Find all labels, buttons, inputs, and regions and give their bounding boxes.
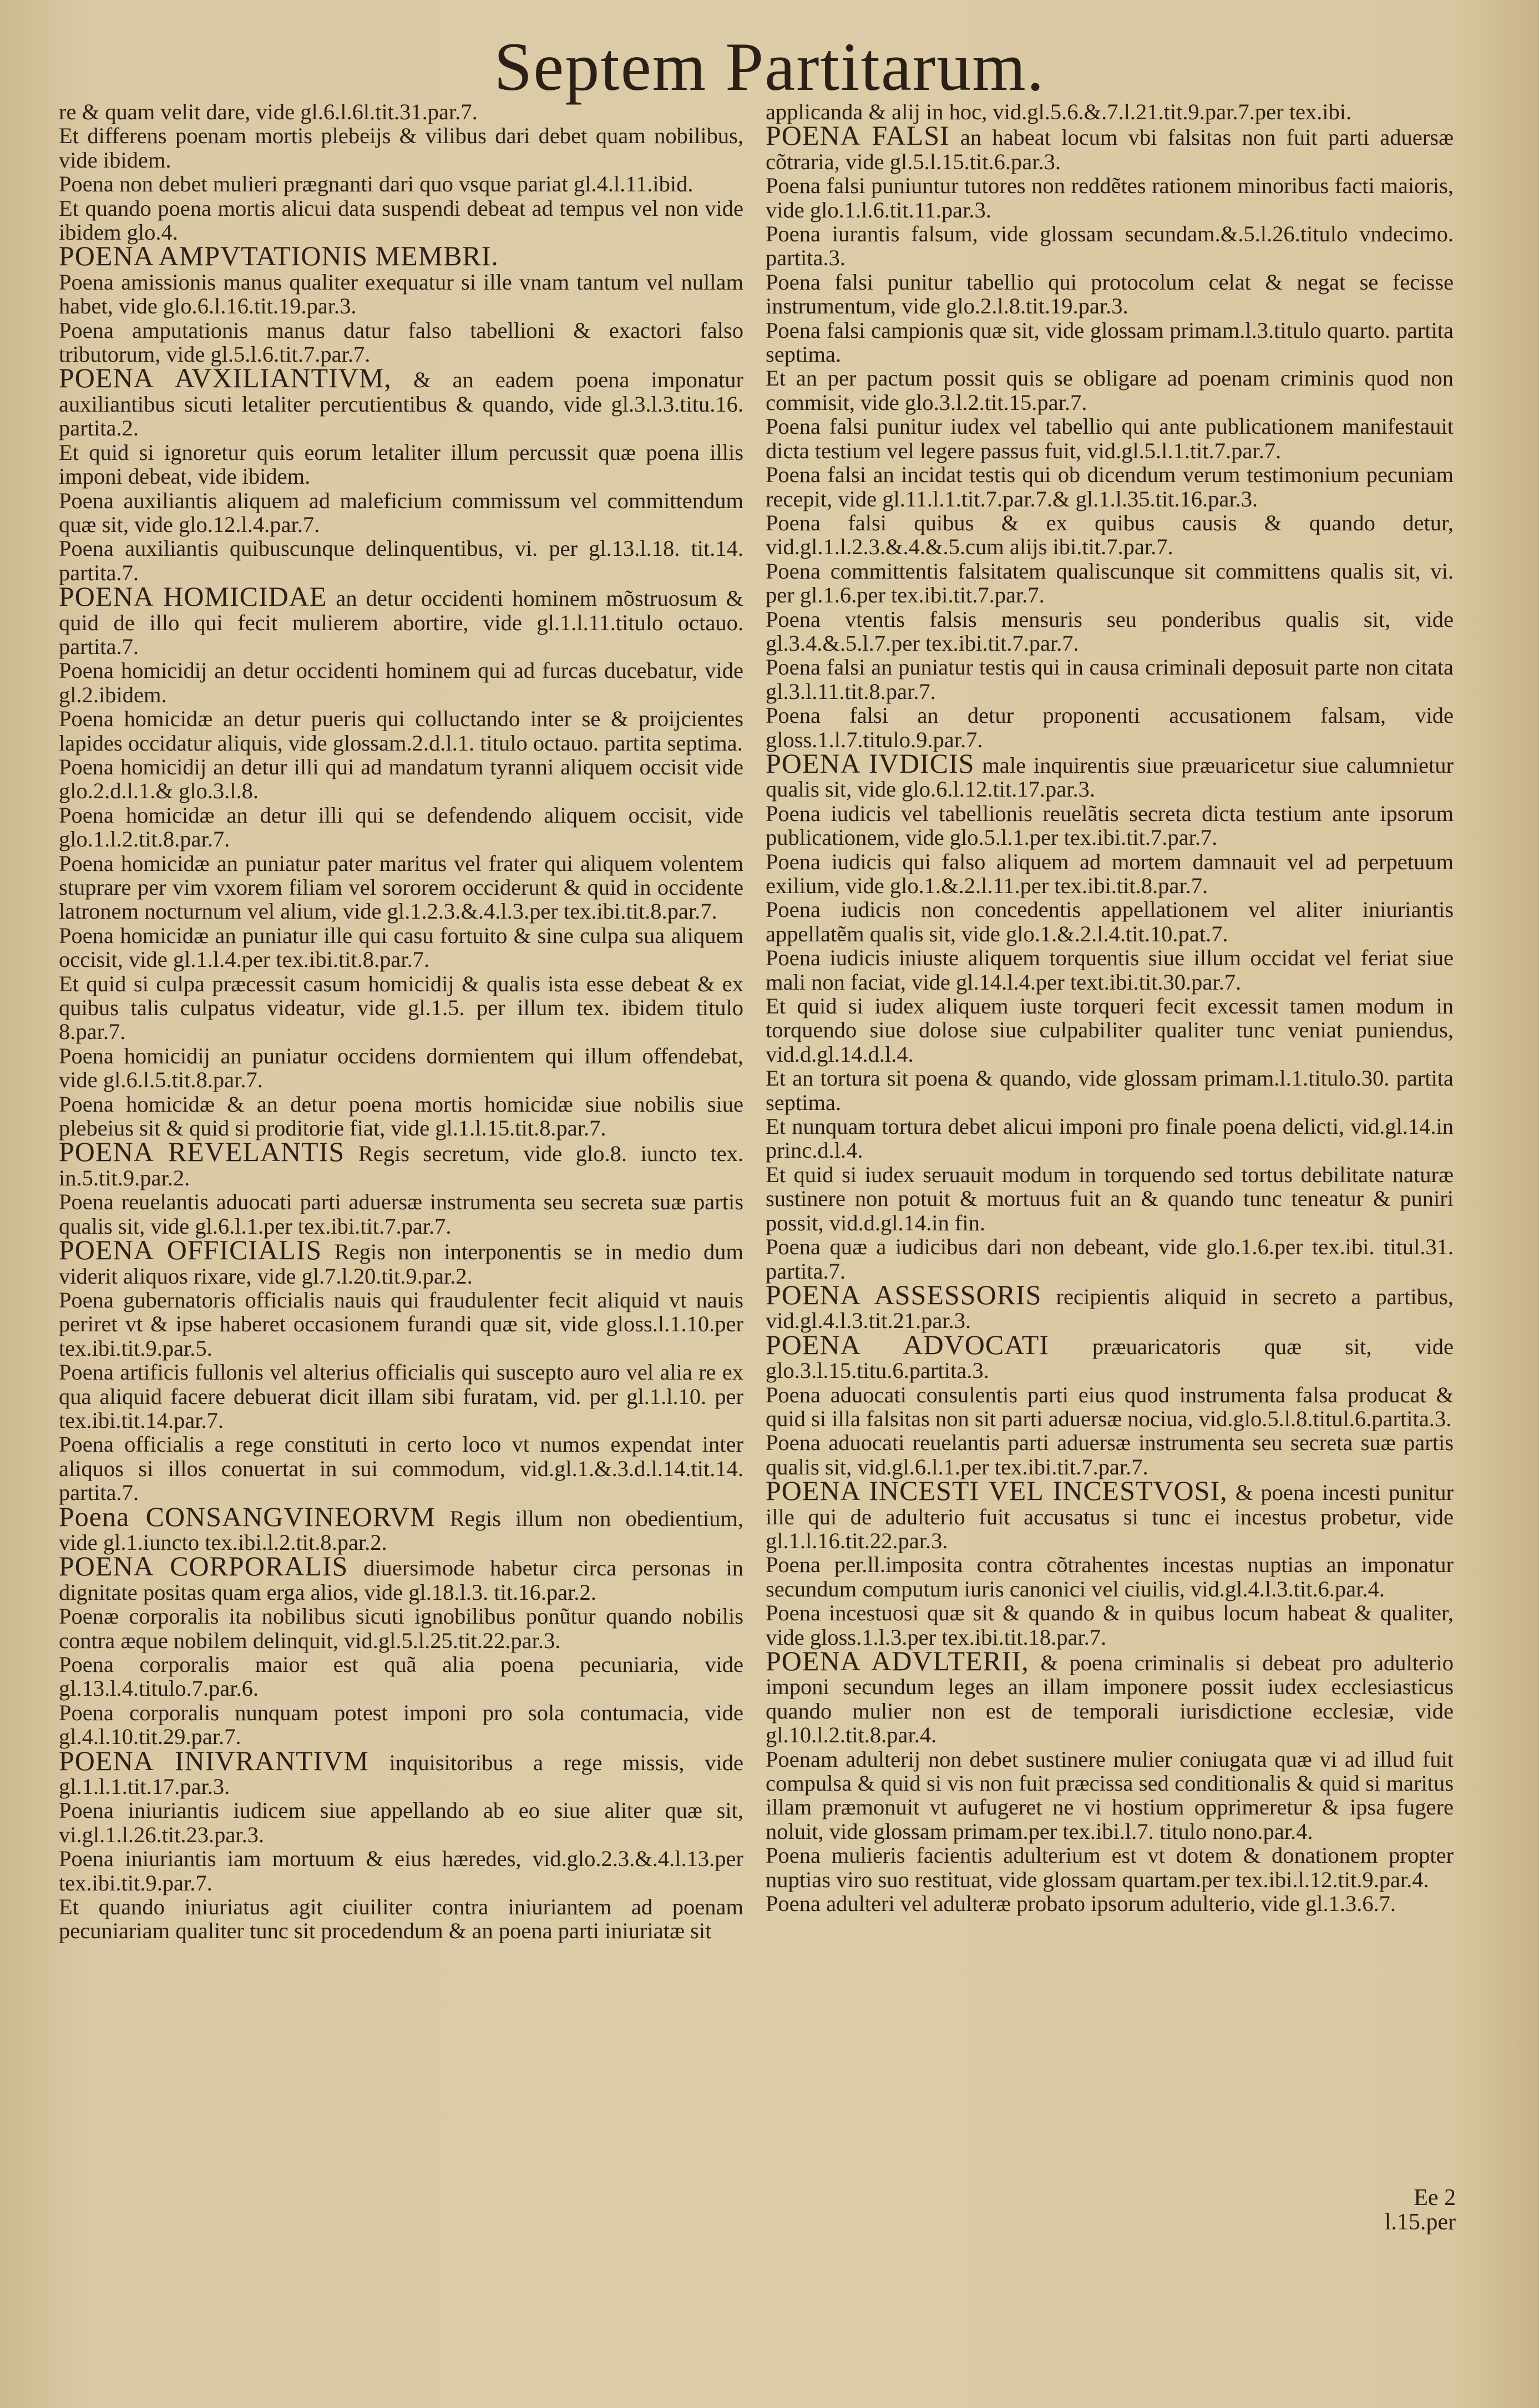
entry-text: Poena corporalis maior est quã alia poena pecuniaria, vide gl.13.l.4.titulo.7.par.6. — [59, 1652, 743, 1701]
index-entry — [59, 1895, 743, 1943]
entry-text: Poena falsi campionis quæ sit, vide glossam primam.l.3.titulo quarto. partita septima. — [766, 317, 1454, 367]
entry-text: Poena iudicis non concedentis appellationem vel aliter iniuriantis appellatẽm qualis sit, vide glo.1.&.2.l.4.tit.10.pat.7. — [766, 897, 1454, 946]
entry-text: applicanda & alij in hoc, vid.gl.5.6.&.7.l.21.tit.9.par.7.per tex.ibi. — [766, 100, 1352, 124]
index-entry — [59, 172, 743, 196]
entry-heading: POENA FALSI — [766, 120, 950, 151]
index-entry — [59, 972, 743, 1044]
entry-text: Poena auxiliantis aliquem ad maleficium commissum vel committendum quæ sit, vide glo.12.l.4.par.7. — [59, 488, 743, 537]
index-entry — [59, 803, 743, 851]
entry-text: Poena falsi punitur tabellio qui protocolum celat & negat se fecisse instrumentum, vide glo.2.l.8.tit.19.par.3. — [766, 269, 1454, 319]
index-entry — [766, 1892, 1454, 1915]
index-entry — [766, 1645, 1454, 1748]
entry-heading: POENA ADVOCATI — [766, 1329, 1049, 1360]
entry-text: Poena iurantis falsum, vide glossam secundam.&.5.l.26.titulo vndecimo. partita.3. — [766, 221, 1454, 271]
entry-text: & poena incesti punitur ille qui de adulterio fuit accusatus si tunc ei incestus probetur, vide gl.1.l.16.tit.22.par.3. — [766, 1480, 1454, 1553]
entry-text: male inquirentis siue præuaricetur siue calumnietur qualis sit, vide glo.6.l.12.tit.17.par.3. — [766, 752, 1454, 802]
index-entry — [766, 1843, 1454, 1892]
index-entry — [766, 1235, 1454, 1283]
index-entry — [59, 1550, 743, 1605]
index-entry — [766, 1553, 1454, 1601]
entry-text: Poena vtentis falsis mensuris seu ponderibus qualis sit, vide gl.3.4.&.5.l.7.per tex.ibi.tit.7.par.7. — [766, 606, 1454, 656]
entry-text: Poena homicidij an detur occidenti hominem qui ad furcas ducebatur, vide gl.2.ibidem. — [59, 658, 743, 707]
entry-text: Poena incestuosi quæ sit & quando & in quibus locum habeat & qualiter, vide gloss.1.l.3.per tex.ibi.tit.18.par.7. — [766, 1600, 1454, 1650]
entry-heading: POENA ASSESSORIS — [766, 1279, 1042, 1310]
entry-text: Et an tortura sit poena & quando, vide glossam primam.l.1.titulo.30. partita septima. — [766, 1066, 1454, 1115]
entry-heading: POENA CORPORALIS — [59, 1550, 348, 1582]
entry-text: & an eadem poena imponatur auxiliantibus sicuti letaliter percutientibus & quando, vide gl.3.l.3.titu.16. partita.2. — [59, 367, 743, 441]
entry-text: Et an per pactum possit quis se obligare ad poenam criminis quod non commisit, vide glo.3.l.2.tit.15.par.7. — [766, 366, 1454, 415]
entry-heading: Poena CONSANGVINEORVM — [59, 1500, 436, 1532]
index-entry — [766, 1747, 1454, 1844]
entry-text: Poena per.ll.imposita contra cõtrahentes incestas nuptias an imponatur secundum computum iuris canonici vel ciuilis, vid.gl.4.l.3.tit.6.par.4. — [766, 1552, 1454, 1601]
index-entry — [59, 318, 743, 367]
entry-text: Poena falsi an incidat testis qui ob dicendum verum testimonium pecuniam recepit, vide gl.11.l.1.tit.7.par.7.& gl.1.l.35.tit.16.par.3. — [766, 462, 1454, 511]
entry-text: Poena iudicis iniuste aliquem torquentis siue illum occidat vel feriat siue mali non faciat, vide gl.14.l.4.per text.ibi.tit.30.par.7. — [766, 945, 1454, 995]
entry-text: Poena homicidæ an puniatur ille qui casu fortuito & sine culpa sua aliquem occisit, vide gl.1.l.4.per tex.ibi.tit.8.par.7. — [59, 922, 743, 972]
index-entry — [766, 270, 1454, 318]
entry-text: Poena mulieris facientis adulterium est vt dotem & donationem propter nuptias viro suo restituat, vide glossam quartam.per tex.ibi.l.12.tit.9.par.4. — [766, 1843, 1454, 1892]
entry-text: Poena iudicis vel tabellionis reuelãtis secreta dicta testium ante ipsorum publicationem, vide glo.5.l.1.per tex.ibi.tit.7.par.7. — [766, 800, 1454, 850]
index-entry — [766, 946, 1454, 994]
entry-heading: POENA REVELANTIS — [59, 1136, 345, 1168]
index-entry — [59, 707, 743, 755]
index-entry — [766, 994, 1454, 1066]
index-entry — [766, 511, 1454, 559]
entry-text: Poena iniuriantis iam mortuum & eius hæredes, vid.glo.2.3.&.4.l.13.per tex.ibi.tit.9.par.7. — [59, 1846, 743, 1895]
entry-text: Poena committentis falsitatem qualiscunque sit committens qualis sit, vi. per gl.1.6.per tex.ibi.tit.7.par.7. — [766, 558, 1454, 608]
entry-text: Poena homicidij an detur illi qui ad mandatum tyranni aliquem occisit vide glo.2.d.l.1.& glo.3.l.8. — [59, 754, 743, 804]
index-entry — [766, 1431, 1454, 1479]
index-entry — [766, 414, 1454, 463]
entry-text: Poena aduocati reuelantis parti aduersæ instrumenta seu secreta suæ partis qualis sit, vid.gl.6.l.1.per tex.ibi.tit.7.par.7. — [766, 1430, 1454, 1479]
entry-text: Et quando poena mortis alicui data suspendi debeat ad tempus vel non vide ibidem glo.4. — [59, 195, 743, 245]
entry-text: Et quando iniuriatus agit ciuiliter contra iniuriantem ad poenam pecuniariam qualiter tunc sit procedendum & an poena parti iniuriatæ sit — [59, 1894, 743, 1944]
entry-text: Poena homicidij an puniatur occidens dormientem qui illum offendebat, vide gl.6.l.5.tit.8.par.7. — [59, 1043, 743, 1093]
entry-text: præuaricatoris quæ sit, vide glo.3.l.15.titu.6.partita.3. — [766, 1334, 1454, 1383]
index-entry — [59, 1500, 743, 1555]
entry-text: Poena falsi punitur iudex vel tabellio qui ante publicationem manifestauit dicta testium vel legere passus fuit, vid.gl.5.l.1.tit.7.par.7. — [766, 414, 1454, 463]
entry-text: Et differens poenam mortis plebeijs & vilibus dari debet quam nobilibus, vide ibidem. — [59, 123, 743, 173]
entry-text: Poena artificis fullonis vel alterius officialis qui suscepto auro vel alia re ex qua aliquid facere debuerat dicit illam sibi furatam, vid. per gl.1.l.10. per tex.ibi.tit.14.par.7. — [59, 1360, 743, 1433]
index-entry — [59, 1701, 743, 1749]
entry-text: Poena iudicis qui falso aliquem ad mortem damnauit vel ad perpetuum exilium, vide glo.1.&.2.l.11.per tex.ibi.tit.8.par.7. — [766, 849, 1454, 898]
entry-text: Poena non debet mulieri prægnanti dari quo vsque pariat gl.4.l.11.ibid. — [59, 171, 693, 197]
entry-text: Poena falsi puniuntur tutores non reddẽtes rationem minoribus facti maioris, vide glo.1.l.6.tit.11.par.3. — [766, 173, 1454, 222]
index-entry — [766, 1066, 1454, 1114]
index-entry — [766, 1329, 1454, 1383]
entry-heading: POENA INCESTI VEL INCESTVOSI, — [766, 1475, 1228, 1507]
index-entry — [766, 655, 1454, 703]
signature-mark: Ee 2 — [1414, 2185, 1456, 2211]
entry-text: Poena falsi an puniatur testis qui in causa criminali deposuit parte non citata gl.3.l.11.tit.8.par.7. — [766, 655, 1454, 704]
entry-text: Poena reuelantis aduocati parti aduersæ instrumenta seu secreta suæ partis qualis sit, vide gl.6.l.1.per tex.ibi.tit.7.par.7. — [59, 1189, 743, 1239]
index-entry — [59, 1092, 743, 1140]
entry-text: Et quid si iudex seruauit modum in torquendo sed tortus debilitate naturæ sustinere non potuit & mortuus fuit an & quando tunc teneatur & puniri possit, vid.d.gl.14.in fin. — [766, 1162, 1454, 1235]
entry-text: an habeat locum vbi falsitas non fuit parti aduersæ cõtraria, vide gl.5.l.15.tit.6.par.3. — [766, 125, 1454, 174]
entry-text: Poena officialis a rege constituti in certo loco vt numos expendat inter aliquos si illos conuertat in sui commodum, vid.gl.1.&.3.d.l.14.tit.14. partita.7. — [59, 1432, 743, 1505]
entry-text: recipientis aliquid in secreto a partibus, vid.gl.4.l.3.tit.21.par.3. — [766, 1284, 1454, 1334]
running-header: Septem Partitarum. — [494, 29, 1045, 105]
entry-text: Poena falsi an detur proponenti accusationem falsam, vide gloss.1.l.7.titulo.9.par.7. — [766, 703, 1454, 752]
catchword: l.15.per — [1384, 2209, 1456, 2235]
entry-text: & poena criminalis si debeat pro adulterio imponi secundum leges an illam imponere possit iudex ecclesiasticus quando mulier non est de temporali iurisdictione ecclesiæ, vide gl.10.l.2.tit.8.par.4. — [766, 1650, 1454, 1748]
index-entry — [59, 658, 743, 707]
entry-text: Poena gubernatoris officialis nauis qui fraudulenter fecit aliquid vt nauis periret vt & ipse haberet occasionem furandi quæ sit, vide gloss.l.1.10.per tex.ibi.tit.9.par.5. — [59, 1287, 743, 1361]
entry-text: Poena corporalis nunquam potest imponi pro sola contumacia, vide gl.4.l.10.tit.29.par.7. — [59, 1700, 743, 1750]
index-entry — [59, 1288, 743, 1360]
entry-heading: POENA HOMICIDAE — [59, 581, 327, 612]
entry-text: Poena falsi quibus & ex quibus causis & quando detur, vid.gl.1.l.2.3.&.4.&.5.cum alijs ibi.tit.7.par.7. — [766, 510, 1454, 560]
index-entry — [766, 1383, 1454, 1431]
index-entry — [766, 120, 1454, 174]
page-footer — [1385, 2186, 1456, 2234]
entry-text: Poena homicidæ an puniatur pater maritus vel frater qui aliquem volentem stuprare per vim vxorem filiam vel sororem occiderunt & quid in occidente latronem nocturnum vel alium, vide gl.1.2.3.&.4.l.3.per tex.ibi.tit.8.par.7. — [59, 850, 743, 924]
index-entry — [59, 536, 743, 585]
index-entry — [59, 270, 743, 318]
index-entry — [766, 802, 1454, 850]
entry-text: Poena adulteri vel adulteræ probato ipsorum adulterio, vide gl.1.3.6.7. — [766, 1891, 1396, 1917]
index-entry — [59, 1234, 743, 1289]
index-entry — [59, 755, 743, 803]
entry-heading: POENA OFFICIALIS — [59, 1234, 322, 1266]
index-entry — [766, 463, 1454, 511]
entry-text: Poena homicidæ & an detur poena mortis homicidæ siue nobilis siue plebeius sit & quid si proditorie fiat, vide gl.1.l.15.tit.8.par.7. — [59, 1091, 743, 1141]
index-entry — [59, 362, 743, 441]
entry-text: Poena homicidæ an detur pueris qui colluctando inter se & proijcientes lapides occidatur aliquis, vide glossam.2.d.l.1. titulo octauo. partita septima. — [59, 706, 743, 756]
index-entry — [59, 1604, 743, 1652]
entry-text: diuersimode habetur circa personas in dignitate positas quam erga alios, vide gl.18.l.3. tit.16.par.2. — [59, 1555, 743, 1605]
index-entry — [59, 1432, 743, 1504]
index-entry — [766, 174, 1454, 222]
entry-text: Poena auxiliantis quibuscunque delinquentibus, vi. per gl.13.l.18. tit.14. partita.7. — [59, 536, 743, 585]
index-entry — [766, 318, 1454, 367]
entry-text: an detur occidenti hominem mõstruosum & quid de illo qui fecit mulierem abortire, vide gl.1.l.11.titulo octauo. partita.7. — [59, 586, 743, 659]
entry-text: inquisitoribus a rege missis, vide gl.1.l.1.tit.17.par.3. — [59, 1750, 743, 1799]
index-entry — [766, 222, 1454, 270]
entry-text: Poena iniuriantis iudicem siue appellando ab eo siue aliter quæ sit, vi.gl.1.l.26.tit.23.par.3. — [59, 1798, 743, 1847]
index-entry — [59, 124, 743, 172]
index-entry — [59, 196, 743, 245]
index-entry — [766, 703, 1454, 752]
right-column — [766, 100, 1454, 2280]
entry-text: Et quid si culpa præcessit casum homicidij & qualis ista esse debeat & ex quibus talis culpatus videatur, vide gl.1.5. per illum tex. ibidem titulo 8.par.7. — [59, 971, 743, 1045]
entry-text: Regis illum non obedientium, vide gl.1.iuncto tex.ibi.l.2.tit.8.par.2. — [59, 1505, 743, 1555]
index-entry — [59, 1745, 743, 1799]
entry-text: Regis secretum, vide glo.8. iuncto tex. in.5.tit.9.par.2. — [59, 1141, 743, 1190]
index-entry — [59, 1847, 743, 1895]
index-entry — [59, 581, 743, 659]
entry-text: Poena aduocati consulentis parti eius quod instrumenta falsa producat & quid si illa falsitas non sit parti aduersæ nociua, vid.glo.5.l.8.titul.6.partita.3. — [766, 1382, 1454, 1431]
entry-heading: POENA ADVLTERII, — [766, 1645, 1029, 1676]
entry-text: Poena quæ a iudicibus dari non debeant, vide glo.1.6.per tex.ibi. titul.31. partita.7. — [766, 1234, 1454, 1284]
index-entry — [59, 924, 743, 972]
entry-text: Et quid si ignoretur quis eorum letaliter illum percussit quæ poena illis imponi debeat, vide ibidem. — [59, 439, 743, 489]
entry-heading: POENA INIVRANTIVM — [59, 1745, 369, 1776]
index-entry — [766, 607, 1454, 656]
entry-text: re & quam velit dare, vide gl.6.l.6l.tit.31.par.7. — [59, 100, 478, 124]
entry-text: Poena homicidæ an detur illi qui se defendendo aliquem occisit, vide glo.1.l.2.tit.8.par.7. — [59, 802, 743, 852]
index-entry — [59, 1798, 743, 1847]
entry-heading: POENA IVDICIS — [766, 747, 975, 779]
index-entry — [59, 440, 743, 489]
entry-text: Et nunquam tortura debet alicui imponi pro finale poena delicti, vid.gl.14.in princ.d.l.4. — [766, 1114, 1454, 1163]
entry-text: Poena amissionis manus qualiter exequatur si ille vnam tantum vel nullam habet, vide glo.6.l.16.tit.19.par.3. — [59, 269, 743, 319]
index-entry — [59, 851, 743, 924]
entry-heading: POENA AMPVTATIONIS MEMBRI. — [59, 240, 499, 272]
index-entry — [766, 850, 1454, 898]
index-entry — [766, 1279, 1454, 1334]
index-entry — [59, 1190, 743, 1238]
index-entry — [766, 898, 1454, 946]
index-entry — [59, 1136, 743, 1190]
index-entry — [766, 1163, 1454, 1235]
index-entry — [766, 1601, 1454, 1649]
index-entry — [59, 240, 743, 272]
index-entry — [59, 489, 743, 537]
index-entry — [59, 1360, 743, 1432]
index-entry — [59, 1044, 743, 1092]
entry-text: Regis non interponentis se in medio dum viderit aliquos rixare, vide gl.7.l.20.tit.9.par.2. — [59, 1239, 743, 1289]
index-entry — [59, 100, 743, 124]
entry-text: Et quid si iudex aliquem iuste torqueri fecit excessit tamen modum in torquendo siue dolose siue culpabiliter qualiter tunc veniat puniendus, vid.d.gl.14.d.l.4. — [766, 993, 1454, 1067]
index-entry — [766, 1114, 1454, 1163]
index-entry — [766, 366, 1454, 414]
left-column — [59, 100, 743, 2280]
index-entry — [766, 747, 1454, 802]
entry-text: Poena amputationis manus datur falso tabellioni & exactori falso tributorum, vide gl.5.l.6.tit.7.par.7. — [59, 317, 743, 367]
index-entry — [766, 1475, 1454, 1553]
index-entry — [59, 1652, 743, 1701]
index-entry — [766, 559, 1454, 607]
entry-heading: POENA AVXILIANTIVM, — [59, 362, 392, 394]
entry-text: Poenam adulterij non debet sustinere mulier coniugata quæ vi ad illud fuit compulsa & quid si vis non fuit præcissa sed conditionalis & quid si maritus illam præmonuit vt aufugeret ne vi hostium opprimeretur & ipsa fugere noluit, vide glossam primam.per tex.ibi.l.7. titulo nono.par.4. — [766, 1746, 1454, 1844]
entry-text: Poenæ corporalis ita nobilibus sicuti ignobilibus ponũtur quando nobilis contra æque nobilem delinquit, vid.gl.5.l.25.tit.22.par.3. — [59, 1604, 743, 1653]
